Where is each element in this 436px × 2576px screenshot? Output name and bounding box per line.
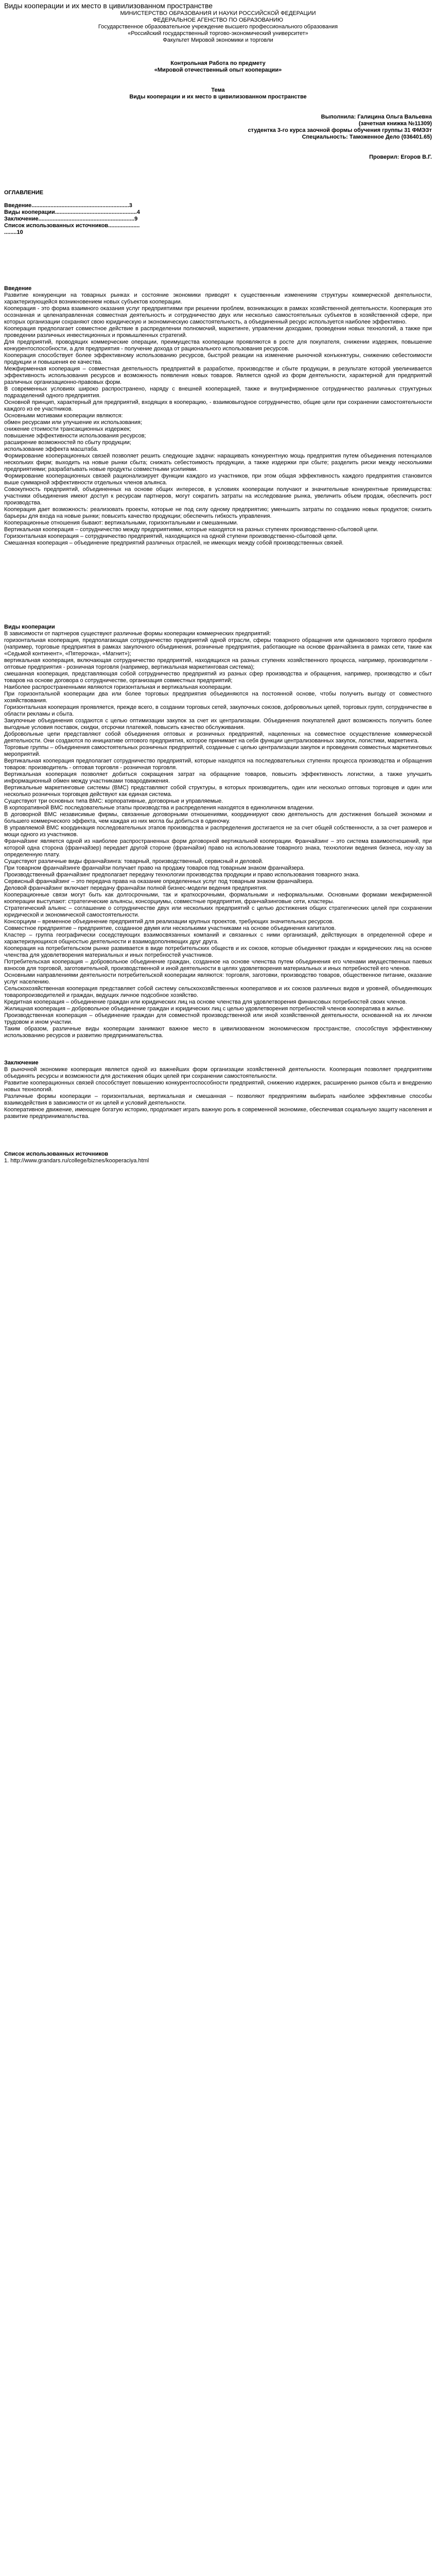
title-page-header (4, 10, 432, 44)
sources-paragraph: 1. http://www.grandars.ru/college/biznes/kooperaciya.html (4, 1158, 149, 1164)
intro-paragraph: Развитие конкуренции на товарных рынках и состояние экономики приводят к существенным изменениям структуры коммерческой деятельности, характеризующейся возникновением новых субъектов кооперации. (4, 292, 432, 305)
main-paragraph: смешанная кооперация, представляющая собой сотрудничество предприятий из разных сфер производства и обращения, например, производство и сбыт товаров на основе договора о сотрудничестве, организация совместных предприятий; (4, 671, 432, 684)
main-paragraph: При горизонтальной кооперации два или более торговых предприятия объединяются на постоянной основе, чтобы получить выгоду от совместного хозяйствования. (4, 691, 432, 704)
agency-line: ФЕДЕРАЛЬНОЕ АГЕНСТВО ПО ОБРАЗОВАНИЮ (153, 17, 283, 23)
main-paragraph: Производственная кооперация – объединение граждан для совместной производственной или иной хозяйственной деятельности, основанной на их личном трудовом и ином участии. (4, 1012, 432, 1025)
intro-paragraph: Основной принцип, характерный для предприятий, входящих в кооперацию, - взаимовыгодное сотрудничество, общие цели при сохранении самостоятельности каждого из ее участников. (4, 399, 432, 412)
main-paragraph: Кооперационные связи могут быть как долгосрочными, так и краткосрочными, формальными и неформальными. Основными формами межфирменной кооперации выступают: стратегические альянсы, консорциумы, совместные предприятия, франчайзинговые сети, кластеры. (4, 892, 432, 905)
intro-paragraph: Смешанная кооперация – объединение предприятий различных отраслей, не имеющих между собой производственных связей. (4, 540, 344, 546)
main-heading: Виды кооперации (4, 624, 55, 630)
institution-line-1: Государственное образовательное учреждение высшего профессионального образования (98, 24, 338, 30)
main-paragraph: Кооперация на потребительском рынке развивается в виде потребительских обществ и их союзов, которые объединяют граждан и юридических лиц на основе членства для удовлетворения материальных и иных потребностей участников. (4, 945, 432, 958)
intro-heading: Введение (4, 285, 32, 292)
main-paragraph: Торговые группы – объединения самостоятельных розничных предприятий, созданные с целью централизации закупок и проведения совместных маркетинговых мероприятий. (4, 744, 432, 757)
work-type: Контрольная Работа по предмету (170, 60, 266, 66)
topic-block (4, 87, 432, 100)
intro-paragraph: Совокупность предприятий, объединенных на основе общих интересов, в условиях кооперации получают и значительные конкурентные преимущества: участники объединения имеют доступ к ресурсам партнеров, могут сократить затраты на исследование рынка, увеличить объем продаж, обеспечить рост производства. (4, 486, 432, 506)
main-paragraph: В корпоративной ВМС последовательные этапы производства и распределения находятся в единоличном владении. (4, 805, 315, 811)
sources-heading: Список использованных источников (4, 1151, 109, 1157)
author-block (4, 114, 432, 141)
intro-paragraph: Основными мотивами кооперации являются: (4, 413, 123, 419)
main-paragraph: При товарном франчайзинге франчайзи получает право на продажу товаров под товарным знаком франчайзера. (4, 865, 305, 871)
conclusion-paragraph: Развитие кооперационных связей способствует повышению конкурентоспособности предприятий, снижению издержек, расширению рынков сбыта и внедрению новых технологий. (4, 1080, 432, 1093)
main-body (4, 631, 432, 1039)
main-paragraph: Производственный франчайзинг предполагает передачу технологии производства продукции и право использования товарного знака. (4, 872, 360, 878)
main-paragraph: вертикальная кооперация, включающая сотрудничество предприятий, находящихся на разных ступенях хозяйственного процесса, например, производители - оптовые предприятия - розничная торговля (например, вертикальная маркетинговая система); (4, 657, 432, 670)
main-paragraph: Вертикальная кооперация предполагает сотрудничество предприятий, которые находятся на последовательных ступенях процесса производства и обращения товаров: производитель - оптовая торговля - розничная торговля. (4, 758, 432, 771)
main-paragraph: В договорной ВМС независимые фирмы, связанные договорными отношениями, координируют свою деятельность для достижения большей экономии и большего коммерческого эффекта, чем каждая из них могла бы добиться в одиночку. (4, 811, 432, 824)
main-paragraph: Кластер – группа географически соседствующих взаимосвязанных компаний и связанных с ними организаций, действующих в определенной сфере и характеризующихся общностью деятельности и взаимодополняющих друг друга. (4, 932, 432, 945)
topic: Виды кооперации и их место в цивилизованном пространстве (129, 94, 307, 100)
main-paragraph: Сельскохозяйственная кооперация представляет собой систему сельскохозяйственных кооперативов и их союзов различных видов и уровней, объединяющих товаропроизводителей и граждан, ведущих личное подсобное хозяйство. (4, 986, 432, 998)
main-paragraph: Вертикальная кооперация позволяет добиться сокращения затрат на обращение товаров, повысить эффективность логистики, а также улучшить информационный обмен между участниками товародвижения. (4, 771, 432, 784)
intro-paragraph: снижение стоимости трансакционных издержек; (4, 426, 131, 432)
intro-paragraph: обмен ресурсами или улучшение их использования; (4, 419, 143, 426)
intro-paragraph: Формирование кооперационных связей рационализирует функции каждого из участников, при этом общая эффективность каждого предприятия становится выше суммарной эффективности отдельных членов альянса. (4, 473, 432, 486)
intro-paragraph: использование эффекта масштаба. (4, 446, 99, 452)
main-paragraph: горизонтальная кооперация, предполагающая сотрудничество предприятий одной отрасли, сферы товарного обращения или одинакового торгового профиля (например, торговые предприятия в рамках закупочного объединения, розничные предприятия, работающие на основе франчайзинга в рамках сети, такие как «Седьмой континент», «Пятерочка», «Магнит»); (4, 637, 432, 657)
main-paragraph: Потребительская кооперация – добровольное объединение граждан, созданное на основе членства путем объединения его членами имущественных паевых взносов для торговой, заготовительной, производственной и иной деятельности в целях удовлетворения материальных и иных потребностей его членов. (4, 959, 432, 972)
main-paragraph: Закупочные объединения создаются с целью оптимизации закупок за счет их централизации. Объединения покупателей дают возможность получить более выгодные условия поставок, скидки, отсрочки платежей, повысить качество обслуживания. (4, 718, 432, 731)
main-paragraph: Существуют три основных типа ВМС: корпоративные, договорные и управляемые. (4, 798, 223, 804)
intro-paragraph: Кооперация способствует более эффективному использованию ресурсов, быстрой реакции на изменение рыночной конъюнктуры, снижению себестоимости продукции и повышения ее качества. (4, 352, 432, 365)
main-paragraph: Добровольные цепи представляют собой объединения оптовых и розничных предприятий, нацеленных на совместное осуществление коммерческой деятельности. Они создаются по инициативе оптового предприятия, которое принимает на себя функции централизованных закупок, логистики, маркетинга. (4, 731, 432, 744)
toc-item: Заключение.............................................................9 (4, 216, 138, 222)
main-paragraph: Существуют различные виды франчайзинга: товарный, производственный, сервисный и деловой. (4, 858, 264, 865)
author-line-2: (зачетная книжка №11309) (358, 121, 432, 127)
intro-paragraph: Кооперация - это форма взаимного оказания услуг предприятиями при решении проблем, возникающих в рамках хозяйственной деятельности. Кооперация это осознанная и целенаправленная совместная деятельность и сотрудничество двух или несколько самостоятельных субъектов в хозяйственной сфере, при которых организации сохраняют свою юридическую и экономическую самостоятельность, а объединенный ресурс используется наиболее эффективно. (4, 306, 432, 325)
toc-item: Введение..............................................................3 (4, 202, 132, 209)
conclusion-paragraph: Различные формы кооперации – горизонтальная, вертикальная и смешанная – позволяют предприятиям выбирать наиболее эффективные способы взаимодействия в зависимости от их целей и условий деятельности. (4, 1093, 432, 1106)
conclusion-section (4, 1060, 432, 1120)
main-section (4, 624, 432, 1039)
document-page (0, 1, 436, 1164)
sources-body (4, 1158, 432, 1164)
intro-paragraph: Кооперация предполагает совместное действие в распределении полномочий, маркетинге, управлении доходами, проведении новых технологий, а также при проведении различных инвестиционных и промышленных стратегий. (4, 326, 432, 338)
sources-section (4, 1151, 432, 1164)
main-paragraph: Франчайзинг является одной из наиболее распространенных форм договорной вертикальной кооперации. Франчайзинг – это система взаимоотношений, при которой одна сторона (франчайзер) передает другой стороне (франчайзи) право на использование товарного знака, технологии ведения бизнеса, ноу-хау за определенную плату. (4, 838, 432, 858)
intro-paragraph: Межфирменная кооперация – совместная деятельность предприятий в разработке, производстве и сбыте продукции, в результате которой увеличивается эффективность использования ресурсов и возможность появления новых товаров. Является одной из форм деятельности, характерной для предприятий различных организационно-правовых форм. (4, 366, 432, 385)
page-title: Виды кооперации и их место в цивилизованном пространстве (4, 2, 213, 10)
table-of-contents (4, 202, 432, 236)
main-paragraph: Горизонтальная кооперация проявляется, прежде всего, в создании торговых сетей, закупочных союзов, добровольных цепей, торговых групп, сотрудничестве в области рекламы и сбыта. (4, 704, 432, 717)
main-paragraph: Сервисный франчайзинг – это передача права на оказание определенных услуг под товарным знаком франчайзера. (4, 878, 314, 885)
main-paragraph: Наиболее распространенными являются горизонтальная и вертикальная кооперации. (4, 684, 232, 690)
author-line-3: студентка 3-го курса заочной формы обучения группы 31 ФМЭЗт (248, 127, 432, 133)
intro-paragraph: повышение эффективности использования ресурсов; (4, 433, 146, 439)
conclusion-paragraph: В рыночной экономике кооперация является одной из важнейших форм организации хозяйственной деятельности. Кооперация позволяет предприятиям объединять ресурсы и возможности для достижения общих целей при сохранении самостоятельности. (4, 1066, 432, 1079)
main-paragraph: В зависимости от партнеров существуют различные формы кооперации коммерческих предприятий: (4, 631, 271, 637)
main-paragraph: Таким образом, различные виды кооперации занимают важное место в цивилизованном экономическом пространстве, способствуя эффективному использованию ресурсов и развитию предпринимательства. (4, 1026, 432, 1039)
faculty-line: Факультет Мировой экономики и торговли (163, 37, 273, 43)
ministry-line: МИНИСТЕРСТВО ОБРАЗОВАНИЯ И НАУКИ РОССИЙСКОЙ ФЕДЕРАЦИИ (120, 10, 316, 16)
toc-item: Виды кооперации....................................................4 (4, 209, 140, 215)
toc-heading: ОГЛАВЛЕНИЕ (4, 190, 44, 196)
author-line-1: Выполнила: Галицина Ольга Вальевна (321, 114, 432, 120)
main-paragraph: Консорциум – временное объединение предприятий для реализации крупных проектов, требующих значительных ресурсов. (4, 919, 334, 925)
intro-paragraph: Формирование кооперационных связей позволяет решить следующие задачи: наращивать конкурентную мощь предприятия путем объединения потенциалов нескольких фирм; выходить на новые рынки сбыта; снижать себестоимость продукции, а также издержки при сбыте; разделить риски между несколькими предприятиями; разрабатывать новые продукты совместными усилиями. (4, 453, 432, 472)
intro-section (4, 285, 432, 547)
main-paragraph: Деловой франчайзинг включает передачу франчайзи полной бизнес-модели ведения предприятия. (4, 885, 268, 891)
intro-paragraph: Кооперационные отношения бывают: вертикальными, горизонтальными и смешанными. (4, 520, 238, 526)
main-paragraph: Кредитная кооперация – объединение граждан или юридических лиц на основе членства для удовлетворения финансовых потребностей своих членов. (4, 999, 407, 1005)
main-paragraph: Жилищная кооперация – добровольное объединение граждан и юридических лиц с целью удовлетворения потребностей членов кооператива в жилье. (4, 1006, 405, 1012)
intro-paragraph: В современных условиях широко распространено, наряду с внешней кооперацией, также и внутрифирменное сотрудничество различных структурных подразделений одного предприятия. (4, 386, 432, 399)
main-paragraph: В управляемой ВМС координация последовательных этапов производства и распределения достигается не за счет общей собственности, а за счет размеров и мощи одного из участников. (4, 825, 432, 838)
main-paragraph: Совместное предприятие – предприятие, созданное двумя или несколькими участниками на основе объединения капиталов. (4, 925, 336, 931)
subject: «Мировой отечественный опыт кооперации» (154, 67, 282, 73)
intro-paragraph: Вертикальная кооперация – сотрудничество между предприятиями, которые находятся на разных ступенях производственно-сбытовой цепи. (4, 527, 379, 533)
institution-line-2: «Российский государственный торгово-экономический университет» (128, 30, 308, 37)
intro-paragraph: Кооперация дает возможность: реализовать проекты, которые не под силу одному предприятию; уменьшить затраты по созданию новых продуктов; снизить барьеры для входа на новые рынки; повысить качество продукции; обеспечить гибкость управления. (4, 506, 432, 519)
intro-body (4, 292, 432, 547)
intro-paragraph: расширение возможностей по сбыту продукции; (4, 439, 131, 446)
toc-item: ........10 (4, 229, 23, 235)
topic-label: Тема (211, 87, 225, 93)
toc-item: Список использованных источников.................... (4, 223, 140, 229)
conclusion-body (4, 1066, 432, 1120)
work-type-block (4, 60, 432, 74)
author-line-4: Специальность: Таможенное Дело (036401.65) (302, 134, 432, 140)
conclusion-heading: Заключение (4, 1060, 39, 1066)
main-paragraph: Вертикальные маркетинговые системы (ВМС) представляют собой структуры, в которых производитель, один или несколько оптовых торговцев и один или несколько розничных торговцев действуют как единая система. (4, 785, 432, 798)
main-paragraph: Стратегический альянс – соглашение о сотрудничестве двух или нескольких предприятий с целью достижения общих стратегических целей при сохранении юридической и экономической самостоятельности. (4, 905, 432, 918)
intro-paragraph: Для предприятий, проводящих коммерческие операции, преимущества кооперации проявляются в росте для покупателя, снижении издержек, повышение конкурентоспособности, а для предприятия - получение дохода от рационального использования ресурсов. (4, 339, 432, 352)
conclusion-paragraph: Кооперативное движение, имеющее богатую историю, продолжает играть важную роль в современной экономике, обеспечивая социальную защиту населения и развитие предпринимательства. (4, 1107, 432, 1120)
intro-paragraph: Горизонтальная кооперация – сотрудничество предприятий, находящихся на одной ступени производственно-сбытовой цепи. (4, 533, 338, 539)
checker-line: Проверил: Егоров В.Г. (369, 154, 432, 160)
main-paragraph: Основными направлениями деятельности потребительской кооперации являются: торговля, заготовки, производство товаров, общественное питание, оказание услуг населению. (4, 972, 432, 985)
